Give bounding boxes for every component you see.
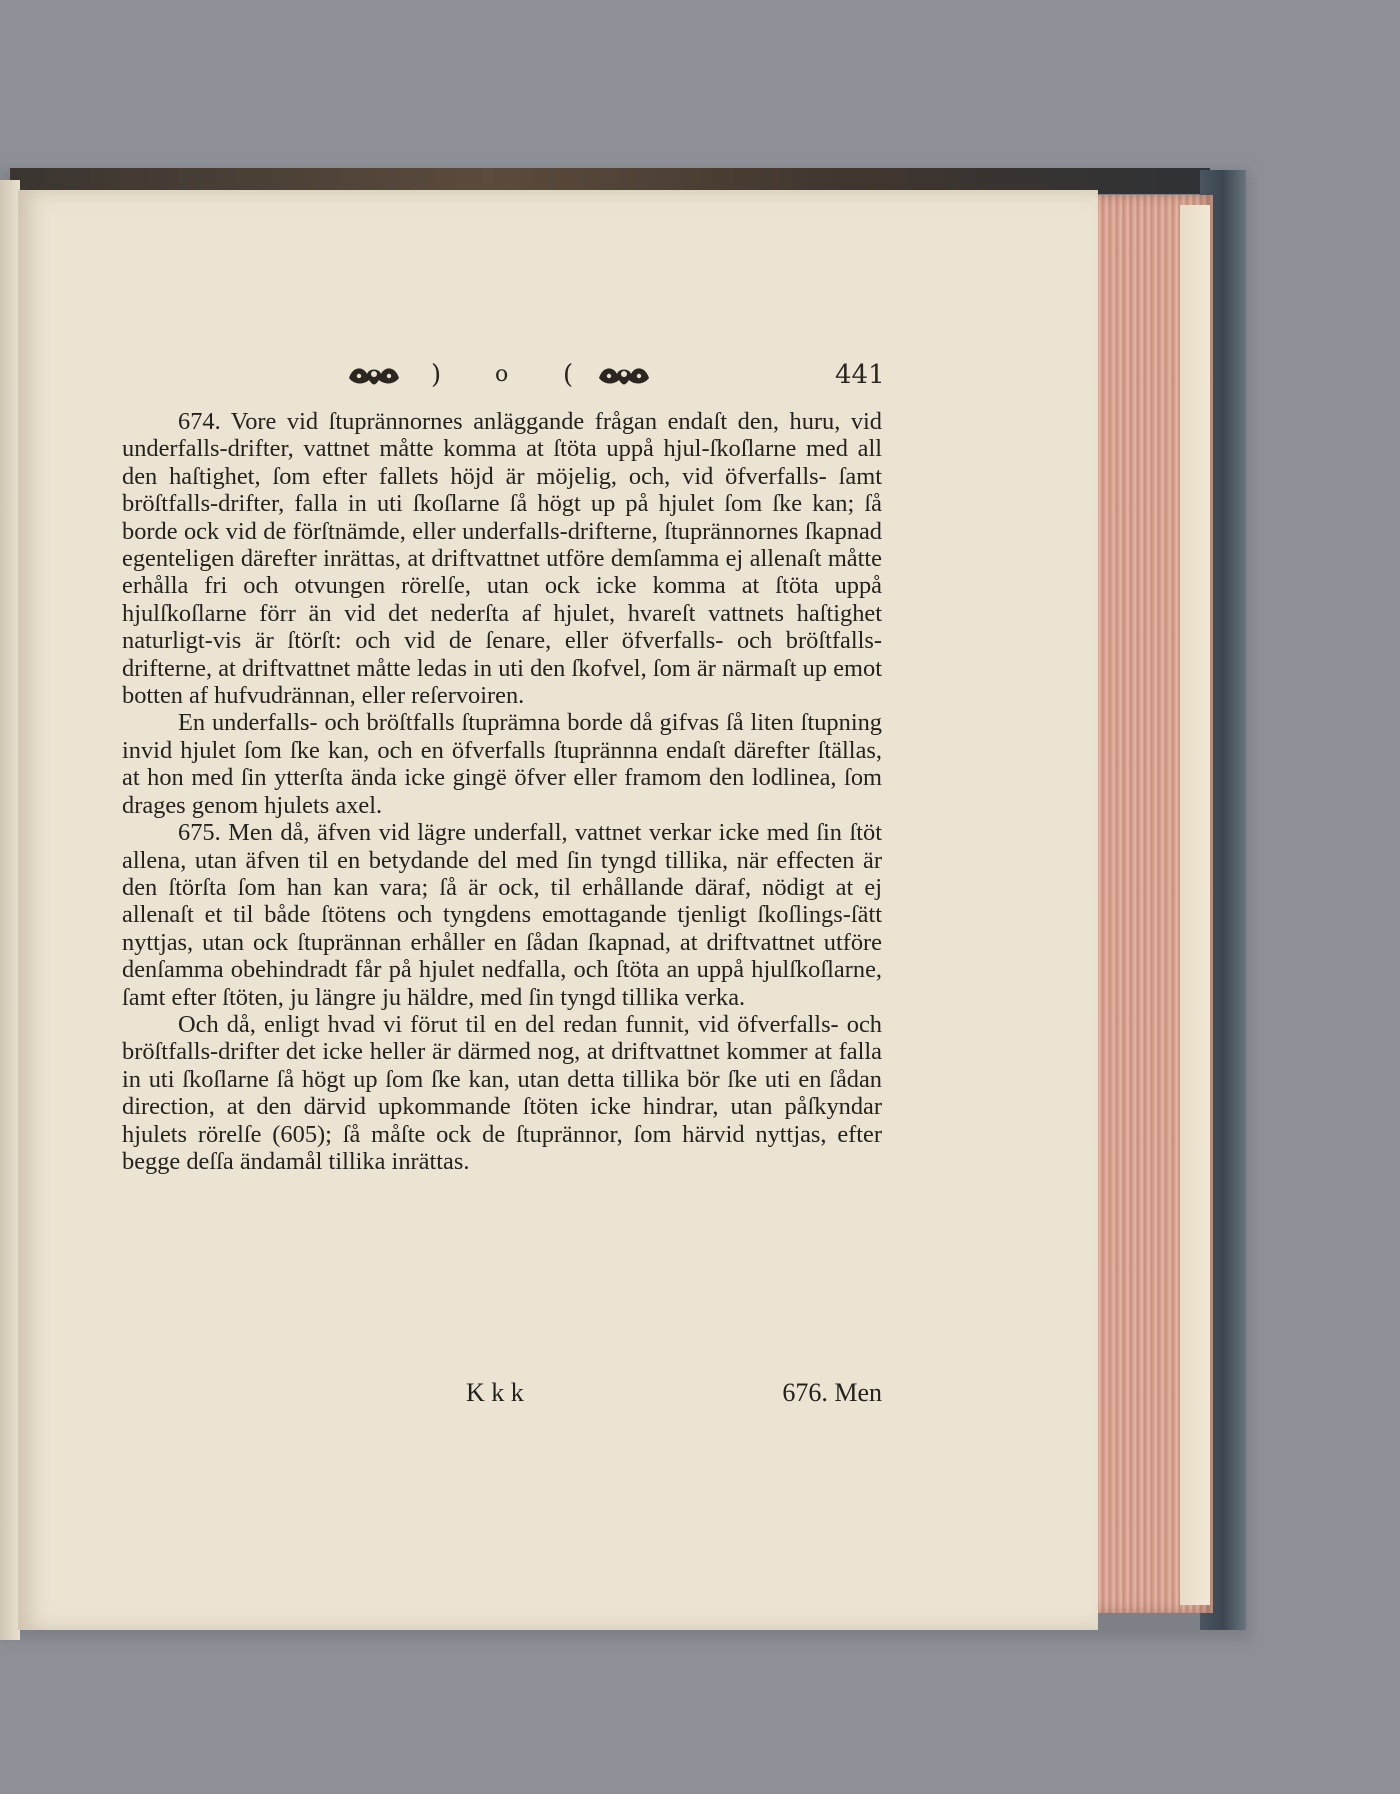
- fleuron-ornament-icon: [595, 360, 653, 390]
- paragraph-675: 675. Men då, äfven vid lägre underfall, vattnet verkar icke med ſin ſtöt allena, utan äfven til en betydande del med ſin tyngd tillika, när effecten är den ſtörſta ſom han kan vara; ſå är ock, til erhållande däraf, nödigt at ej allenaſt et til både ſtötens och tyngdens emottagande tjenligt ſkoſlings-ſätt nyttjas, utan ock ſtuprännan erhåller en ſådan ſkapnad, at driftvattnet utföre denſamma obehindradt får på hjulet nedfalla, och ſtöta an uppå hjulſkoſlarne, ſamt efter ſtöten, ju längre ju häldre, med ſin tyngd tillika verka.: [122, 819, 882, 1011]
- header-right-bracket: (: [563, 360, 574, 390]
- page-block-inner-edges: [1180, 205, 1210, 1605]
- left-page-sliver: [0, 180, 20, 1640]
- page-footer: [122, 1378, 882, 1412]
- page-header: [345, 360, 885, 396]
- paragraph-continuation-1: En underfalls- och bröſtfalls ſtuprämna borde då gifvas ſå liten ſtupning invid hjulet ſom ſke kan, och en öfverfalls ſtuprännna endaſt därefter ſtällas, at hon med ſin ytterſta ända icke gingë öfver eller framom den lodlinea, ſom drages genom hjulets axel.: [122, 709, 882, 819]
- page-number: 441: [835, 360, 885, 390]
- page-body-text: [122, 408, 882, 1175]
- catchword: 676. Men: [782, 1378, 882, 1407]
- header-center-mark: o: [495, 362, 509, 387]
- header-left-bracket: ): [431, 360, 442, 390]
- signature-mark: K k k: [466, 1378, 524, 1407]
- paragraph-continuation-2: Och då, enligt hvad vi förut til en del redan funnit, vid öfverfalls- och bröſtfalls-drifter det icke heller är därmed nog, at driftvattnet kommer at falla in uti ſkoſlarne ſå högt up ſom ſke kan, utan detta tillika bör ſke uti en ſådan direction, at den därvid upkommande ſtöten icke hindrar, utan påſkyndar hjulets rörelſe (605); ſå måſte ock de ſtuprännor, ſom härvid nyttjas, efter begge deſſa ändamål tillika inrättas.: [122, 1010, 882, 1175]
- paragraph-674: 674. Vore vid ſtuprännornes anläggande frågan endaſt den, huru, vid underfalls-drifter, vattnet måtte komma at ſtöta uppå hjul-ſkoſlarne med all den haſtighet, ſom efter fallets höjd är möjelig, och, vid öfverfalls- ſamt bröſtfalls-drifter, falla in uti ſkoſlarne ſå högt up på hjulet ſom ſke kan; ſå borde ock vid de förſtnämde, eller underfalls-drifterne, ſtuprännornes ſkapnad egenteligen därefter inrättas, at driftvattnet utföre demſamma ej allenaſt måtte erhålla fri och otvungen rörelſe, utan ock icke komma at ſtöta uppå hjulſkoſlarne förr än vid det nederſta af hjulet, hvareſt vattnets haſtighet naturligt-vis är ſtörſt: och vid de ſenare, eller öfverfalls- och bröſtfalls-drifterne, at driftvattnet måtte ledas in uti den ſkofvel, ſom är närmaſt up emot botten af hufvudrännan, eller reſervoiren.: [122, 408, 882, 710]
- fleuron-ornament-icon: [345, 360, 403, 390]
